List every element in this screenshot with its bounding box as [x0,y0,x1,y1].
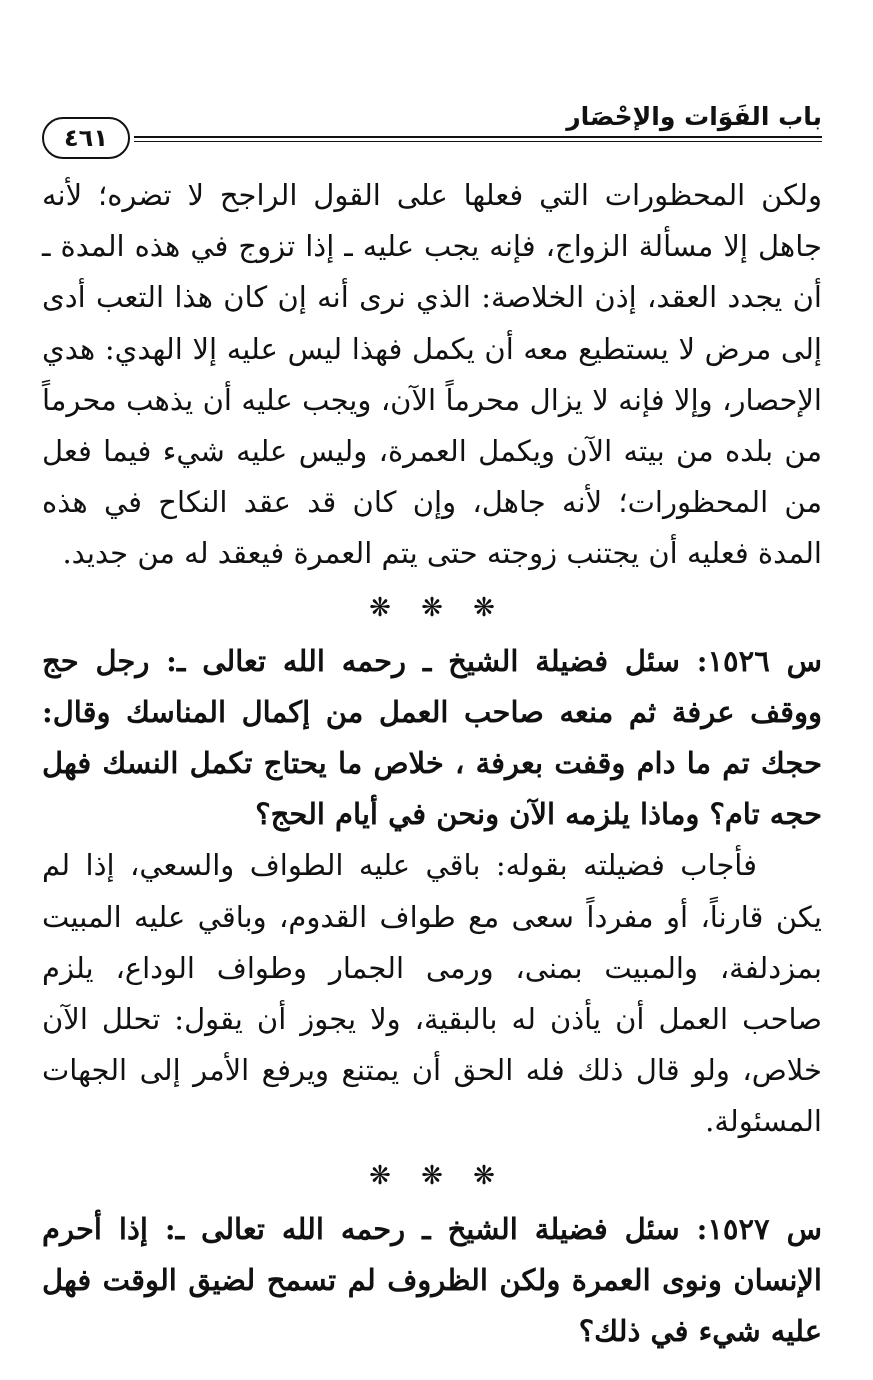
header-rule-thin [134,141,822,142]
star-ornament: ❋ [421,592,443,623]
star-ornament: ❋ [473,1160,495,1191]
section-separator [42,1148,822,1204]
page-number: ٤٦١ [42,117,130,159]
chapter-title: باب الفَوَات والإحْصَار [566,102,822,131]
star-ornament: ❋ [421,1160,443,1191]
section-separator [42,580,822,636]
header-rule [134,136,822,138]
star-ornament: ❋ [473,592,495,623]
page-header [42,100,822,160]
page-body [42,170,822,1357]
question-1526: س ١٥٢٦: سئل فضيلة الشيخ ـ رحمه الله تعالى ـ: رجل حج ووقف عرفة ثم منعه صاحب العمل من إكمال المناسك وقال: حجك تم ما دام وقفت بعرفة ، خلاص ما يحتاج تكمل النسك فهل حجه تام؟ وماذا يلزمه الآن ونحن في أيام الحج؟ [42,643,822,832]
star-ornament: ❋ [369,1160,391,1191]
question-1527: س ١٥٢٧: سئل فضيلة الشيخ ـ رحمه الله تعالى ـ: إذا أحرم الإنسان ونوى العمرة ولكن الظروف لم تسمح لضيق الوقت فهل عليه شيء في ذلك؟ [42,1211,823,1349]
star-ornament: ❋ [369,592,391,623]
answer-1526: فأجاب فضيلته بقوله: باقي عليه الطواف والسعي، إذا لم يكن قارناً، أو مفرداً سعى مع طواف القدوم، وباقي عليه المبيت بمزدلفة، والمبيت بمنى، ورمى الجمار وطواف الوداع، يلزم صاحب العمل أن يأذن له بالبقية، ولا يجوز أن يقول: تحلل الآن خلاص، ولو قال ذلك فله الحق أن يمتنع ويرفع الأمر إلى الجهات المسئولة. [42,848,822,1139]
paragraph-answer-continued: ولكن المحظورات التي فعلها على القول الراجح لا تضره؛ لأنه جاهل إلا مسألة الزواج، فإنه يجب عليه ـ إذا تزوج في هذه المدة ـ أن يجدد العقد، إذن الخلاصة: الذي نرى أنه إن كان هذا التعب أدى إلى مرض لا يستطيع معه أن يكمل فهذا ليس عليه إلا الهدي: هدي الإحصار، وإلا فإنه لا يزال محرماً الآن، ويجب عليه أن يذهب محرماً من بلده من بيته الآن ويكمل العمرة، وليس عليه شيء فيما فعل من المحظورات؛ لأنه جاهل، وإن كان قد عقد النكاح في هذه المدة فعليه أن يجتنب زوجته حتى يتم العمرة فيعقد له من جديد. [42,178,822,571]
